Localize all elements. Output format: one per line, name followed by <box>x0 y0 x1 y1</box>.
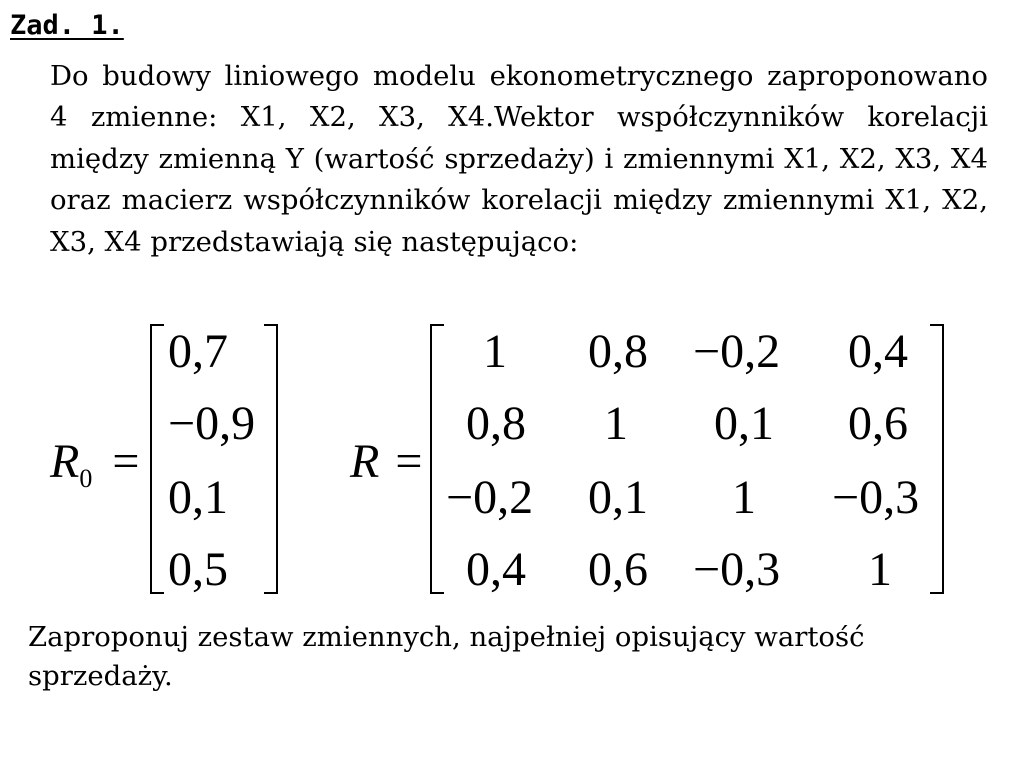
r0-left-bracket <box>150 324 164 594</box>
r-equals: = <box>395 435 423 488</box>
r-cell: 0,4 <box>466 543 526 596</box>
r-cell: 0,6 <box>588 543 648 596</box>
r0-right-bracket <box>264 324 278 594</box>
r-cell: 1 <box>483 325 507 378</box>
r0-subscript: 0 <box>79 464 93 493</box>
task-description: Do budowy liniowego modelu ekonometrycznego zaproponowano 4 zmienne: X1, X2, X3, X4.Wektor współczynników korelacji między zmienną Y (wartość sprzedaży) i zmiennymi X1, X2, X3, X4 oraz macierz współczynników korelacji między zmiennymi X1, X2, X3, X4 przedstawiają się następująco: <box>50 60 988 258</box>
r-cell: 0,4 <box>848 325 908 378</box>
r-cell: −0,2 <box>693 325 781 378</box>
r-right-bracket <box>930 324 944 594</box>
r0-value: 0,1 <box>168 471 228 524</box>
r0-value: 0,7 <box>168 325 228 378</box>
task-question: Zaproponuj zestaw zmiennych, najpełniej opisujący wartość sprzedaży. <box>28 621 865 692</box>
r-cell: 0,1 <box>588 471 648 524</box>
r0-equals: = <box>112 435 140 488</box>
r-cell: 1 <box>868 543 892 596</box>
r-cell: 1 <box>604 397 628 450</box>
r-cell: 0,8 <box>466 397 526 450</box>
r-cell: 0,8 <box>588 325 648 378</box>
r0-label <box>50 434 139 494</box>
r-cell: 0,6 <box>848 397 908 450</box>
r-left-bracket <box>430 324 444 594</box>
r-cell: −0,3 <box>832 471 920 524</box>
r0-symbol: R <box>50 435 80 488</box>
r-cell: 0,1 <box>714 397 774 450</box>
r0-value: 0,5 <box>168 543 228 596</box>
task-title: Zad. 1. <box>10 10 124 41</box>
r-symbol: R <box>350 435 380 488</box>
r-label <box>350 434 422 489</box>
r-cell: −0,3 <box>693 543 781 596</box>
r-cell: 1 <box>732 471 756 524</box>
r-cell: −0,2 <box>446 471 534 524</box>
r0-value: −0,9 <box>168 397 256 450</box>
